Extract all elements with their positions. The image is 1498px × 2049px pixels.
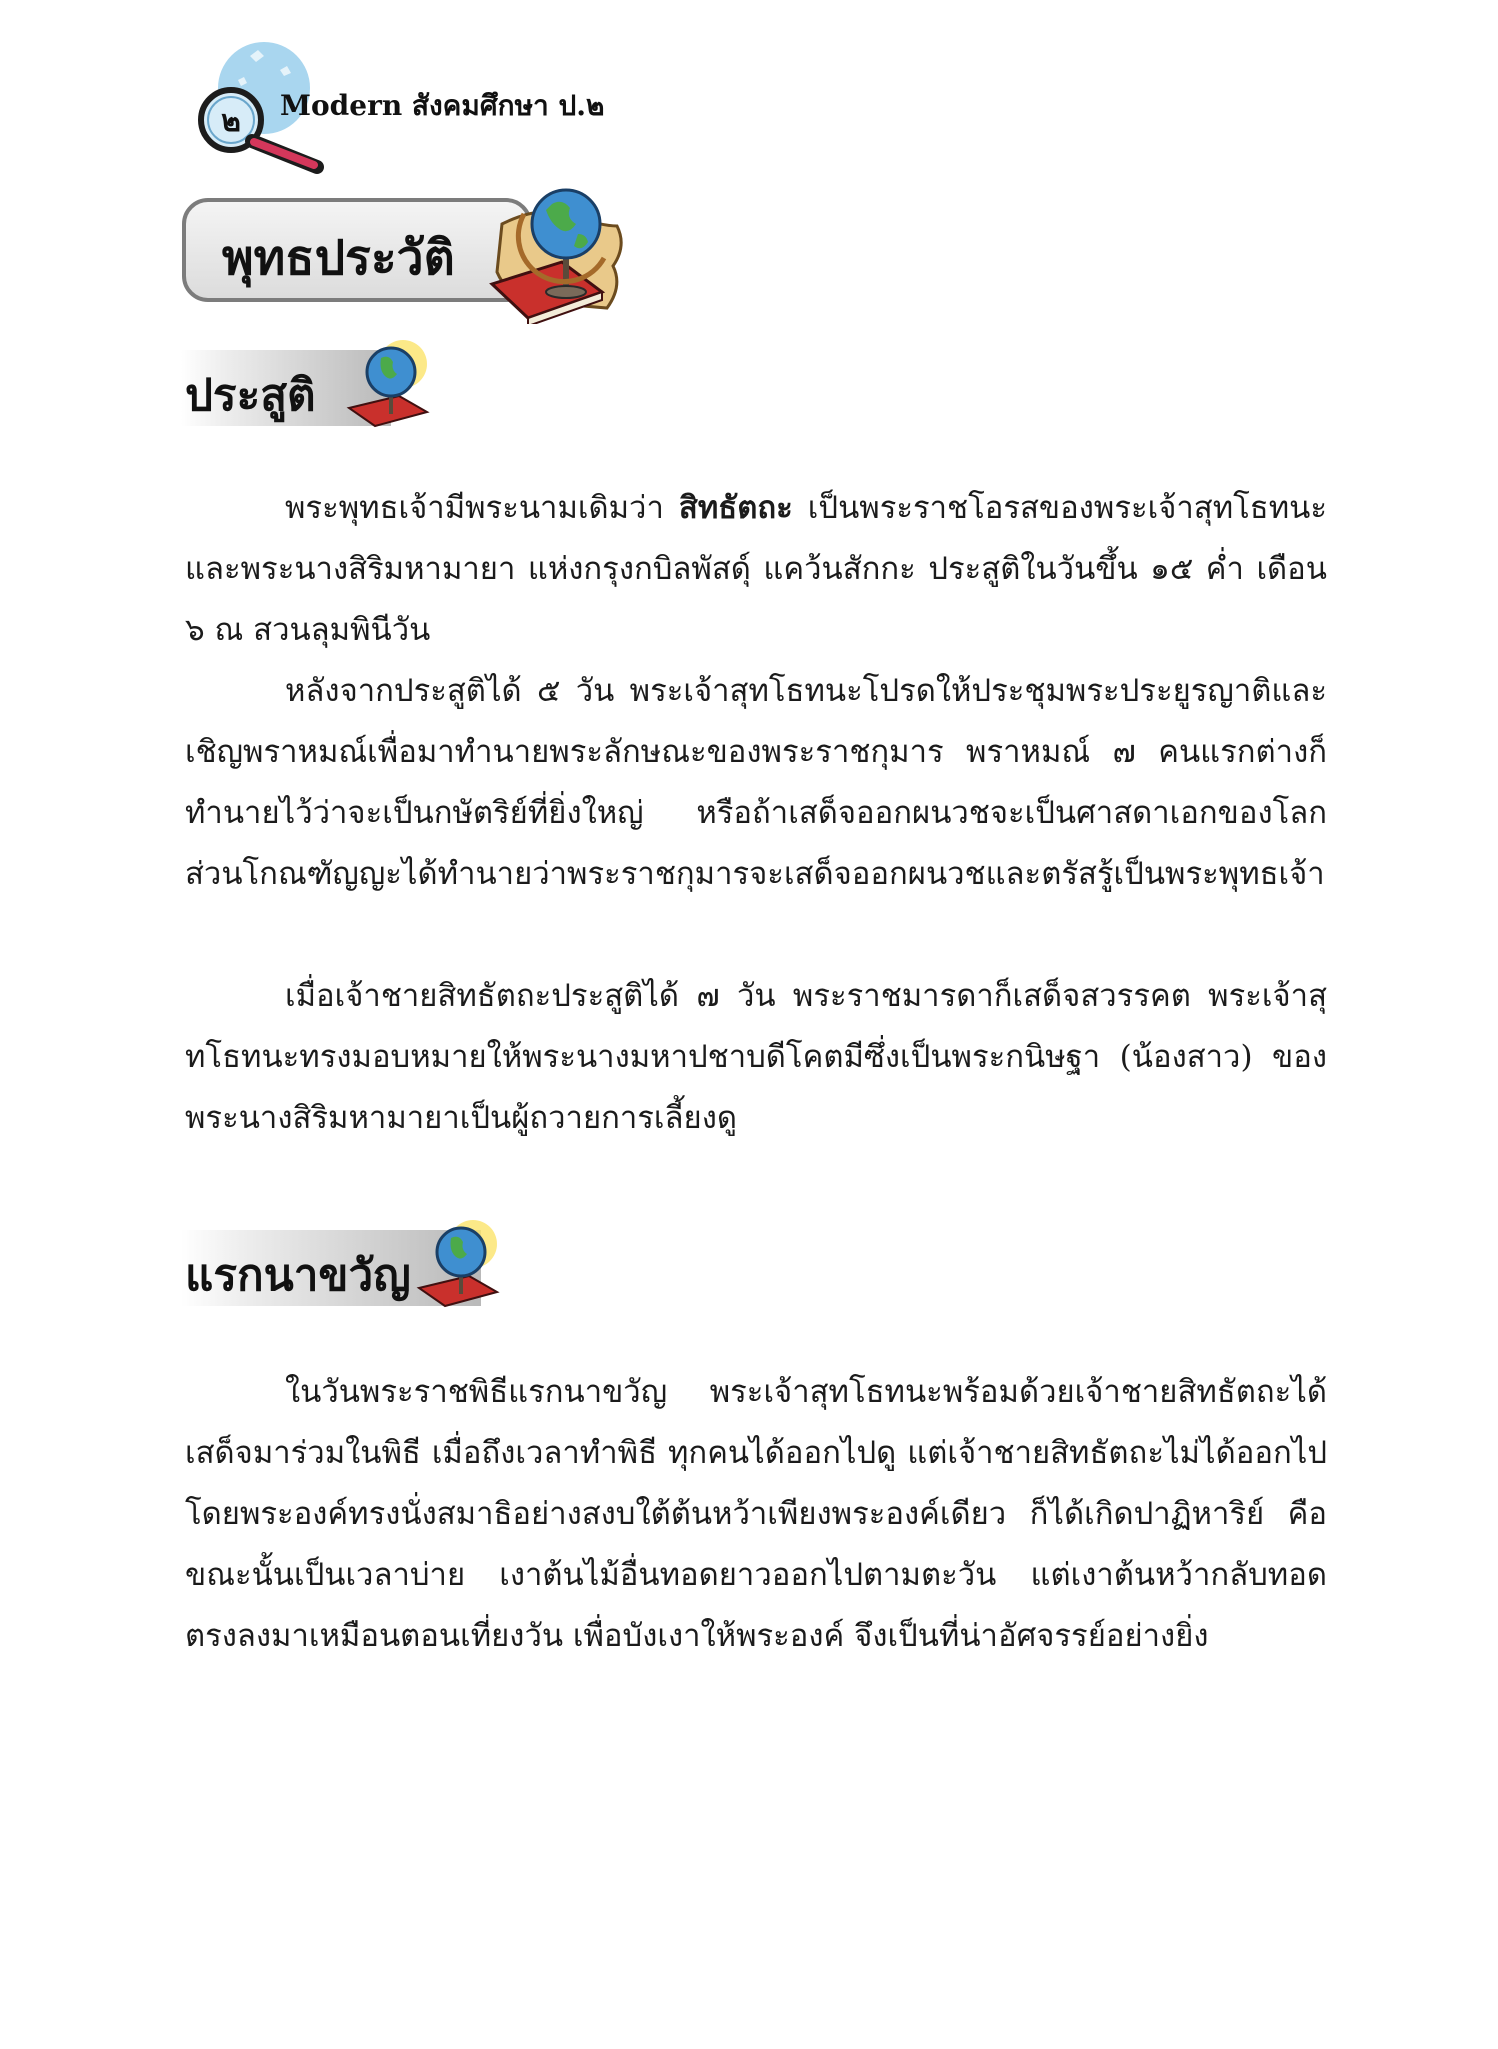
- paragraph-text: ในวันพระราชพิธีแรกนาขวัญ พระเจ้าสุทโธทนะพร้อมด้วยเจ้าชายสิทธัตถะได้เสด็จมาร่วมในพิธี เมื่อถึงเวลาทำพิธี ทุกคนได้ออกไปดู แต่เจ้าชายสิทธัตถะไม่ได้ออกไป โดยพระองค์ทรงนั่งสมาธิอย่างสงบใต้ต้นหว้าเพียงพระองค์เดียว ก็ได้เกิดปาฏิหาริย์ คือ ขณะนั้นเป็นเวลาบ่าย เงาต้นไม้อื่นทอดยาวออกไปตามตะวัน แต่เงาต้นหว้ากลับทอดตรงลงมาเหมือนตอนเที่ยงวัน เพื่อบังเงาให้พระองค์ จึงเป็นที่น่าอัศจรรย์อย่างยิ่ง: [185, 1374, 1327, 1654]
- section-title: แรกนาขวัญ: [185, 1250, 411, 1301]
- page-number: ๒: [221, 104, 241, 139]
- paragraph-text: เมื่อเจ้าชายสิทธัตถะประสูติได้ ๗ วัน พระราชมารดาก็เสด็จสวรรคต พระเจ้าสุทโธทนะทรงมอบหมายให้พระนางมหาปชาบดีโคตมีซึ่งเป็นพระกนิษฐา (น้องสาว) ของพระนางสิริมหามายาเป็นผู้ถวายการเลี้ยงดู: [185, 978, 1327, 1136]
- paragraph: [185, 966, 1327, 1149]
- running-header: [180, 40, 1080, 180]
- paragraph-rest: เป็นพระราชโอรสของพระเจ้าสุทโธทนะและพระนางสิริมหามายา แห่งกรุงกบิลพัสดุ์ แคว้นสักกะ ประสูติในวันขึ้น ๑๕ ค่ำ เดือน ๖ ณ สวนลุมพินีวัน: [185, 490, 1327, 648]
- section-heading-ploughing: [181, 1214, 521, 1314]
- section-title: ประสูติ: [185, 370, 316, 421]
- globe-icon: [411, 1214, 507, 1314]
- paragraph: [185, 661, 1327, 905]
- paragraph: [185, 1362, 1327, 1667]
- globe-icon: [341, 334, 437, 434]
- book-title: Modern สังคมศึกษา ป.๒: [280, 89, 605, 122]
- paragraph-lead: พระพุทธเจ้ามีพระนามเดิมว่า: [285, 490, 679, 526]
- section-heading-birth: [181, 334, 441, 434]
- chapter-title-box: [182, 198, 532, 302]
- chapter-title: พุทธประวัติ: [222, 230, 455, 286]
- chapter-banner: [182, 194, 622, 344]
- paragraph: [185, 478, 1327, 661]
- highlighted-name: สิทธัตถะ: [678, 490, 793, 526]
- globe-books-icon: [482, 174, 632, 324]
- paragraph-text: หลังจากประสูติได้ ๕ วัน พระเจ้าสุทโธทนะโปรดให้ประชุมพระประยูรญาติและเชิญพราหมณ์เพื่อมาทำนายพระลักษณะของพระราชกุมาร พราหมณ์ ๗ คนแรกต่างก็ทำนายไว้ว่าจะเป็นกษัตริย์ที่ยิ่งใหญ่ หรือถ้าเสด็จออกผนวชจะเป็นศาสดาเอกของโลก ส่วนโกณฑัญญะได้ทำนายว่าพระราชกุมารจะเสด็จออกผนวชและตรัสรู้เป็นพระพุทธเจ้า: [185, 673, 1327, 892]
